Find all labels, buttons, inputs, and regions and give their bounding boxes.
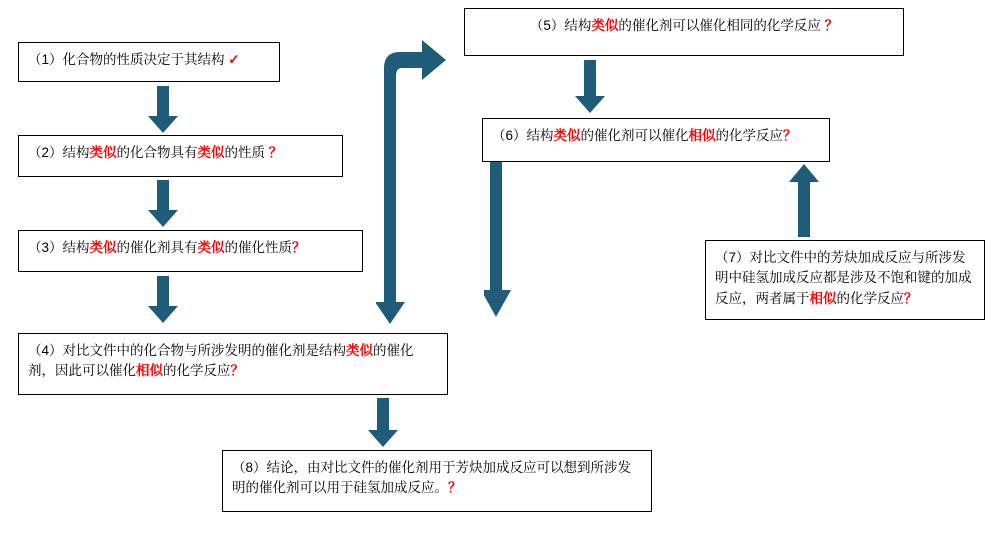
arrow-step4-to-step8 [365, 398, 401, 448]
arrow-step2-to-step3 [145, 180, 181, 228]
node-8-text: （8）结论，由对比文件的催化剂用于芳炔加成反应可以想到所涉发明的催化剂可以用于硅氢加成反应。？ [232, 460, 632, 496]
node-3-text: （3）结构类似的催化剂具有类似的催化性质？ [28, 240, 306, 255]
flowchart-node-step-7 [705, 240, 985, 320]
flowchart-node-step-1 [18, 42, 280, 82]
flowchart-node-step-3 [18, 230, 363, 272]
arrow-step5-to-step6 [572, 60, 608, 114]
node-6-text: （6）结构类似的催化剂可以催化相似的化学反应？ [492, 128, 797, 143]
arrow-step6-shaft [484, 162, 520, 322]
arrow-step3-to-step4 [145, 276, 181, 324]
node-4-text: （4）对比文件中的化合物与所涉发明的催化剂是结构类似的催化剂，因此可以催化相似的化学反应？ [28, 343, 414, 379]
arrow-step1-to-step2 [145, 86, 181, 134]
arrow-step7-to-step6 [786, 164, 822, 238]
node-1-text: （1）化合物的性质决定于其结构 ✓ [28, 52, 240, 67]
flowchart-node-step-8 [222, 450, 652, 512]
node-2-text: （2）结构类似的化合物具有类似的性质 ？ [28, 145, 283, 160]
node-5-text: （5）结构类似的催化剂可以催化相同的化学反应 ？ [529, 18, 839, 33]
flowchart-node-step-4 [18, 333, 448, 395]
node-7-text: （7）对比文件中的芳炔加成反应与所涉发明中硅氢加成反应都是涉及不饱和键的加成反应，两者属于相似的化学反应？ [715, 250, 972, 306]
flowchart-node-step-2 [18, 135, 343, 177]
